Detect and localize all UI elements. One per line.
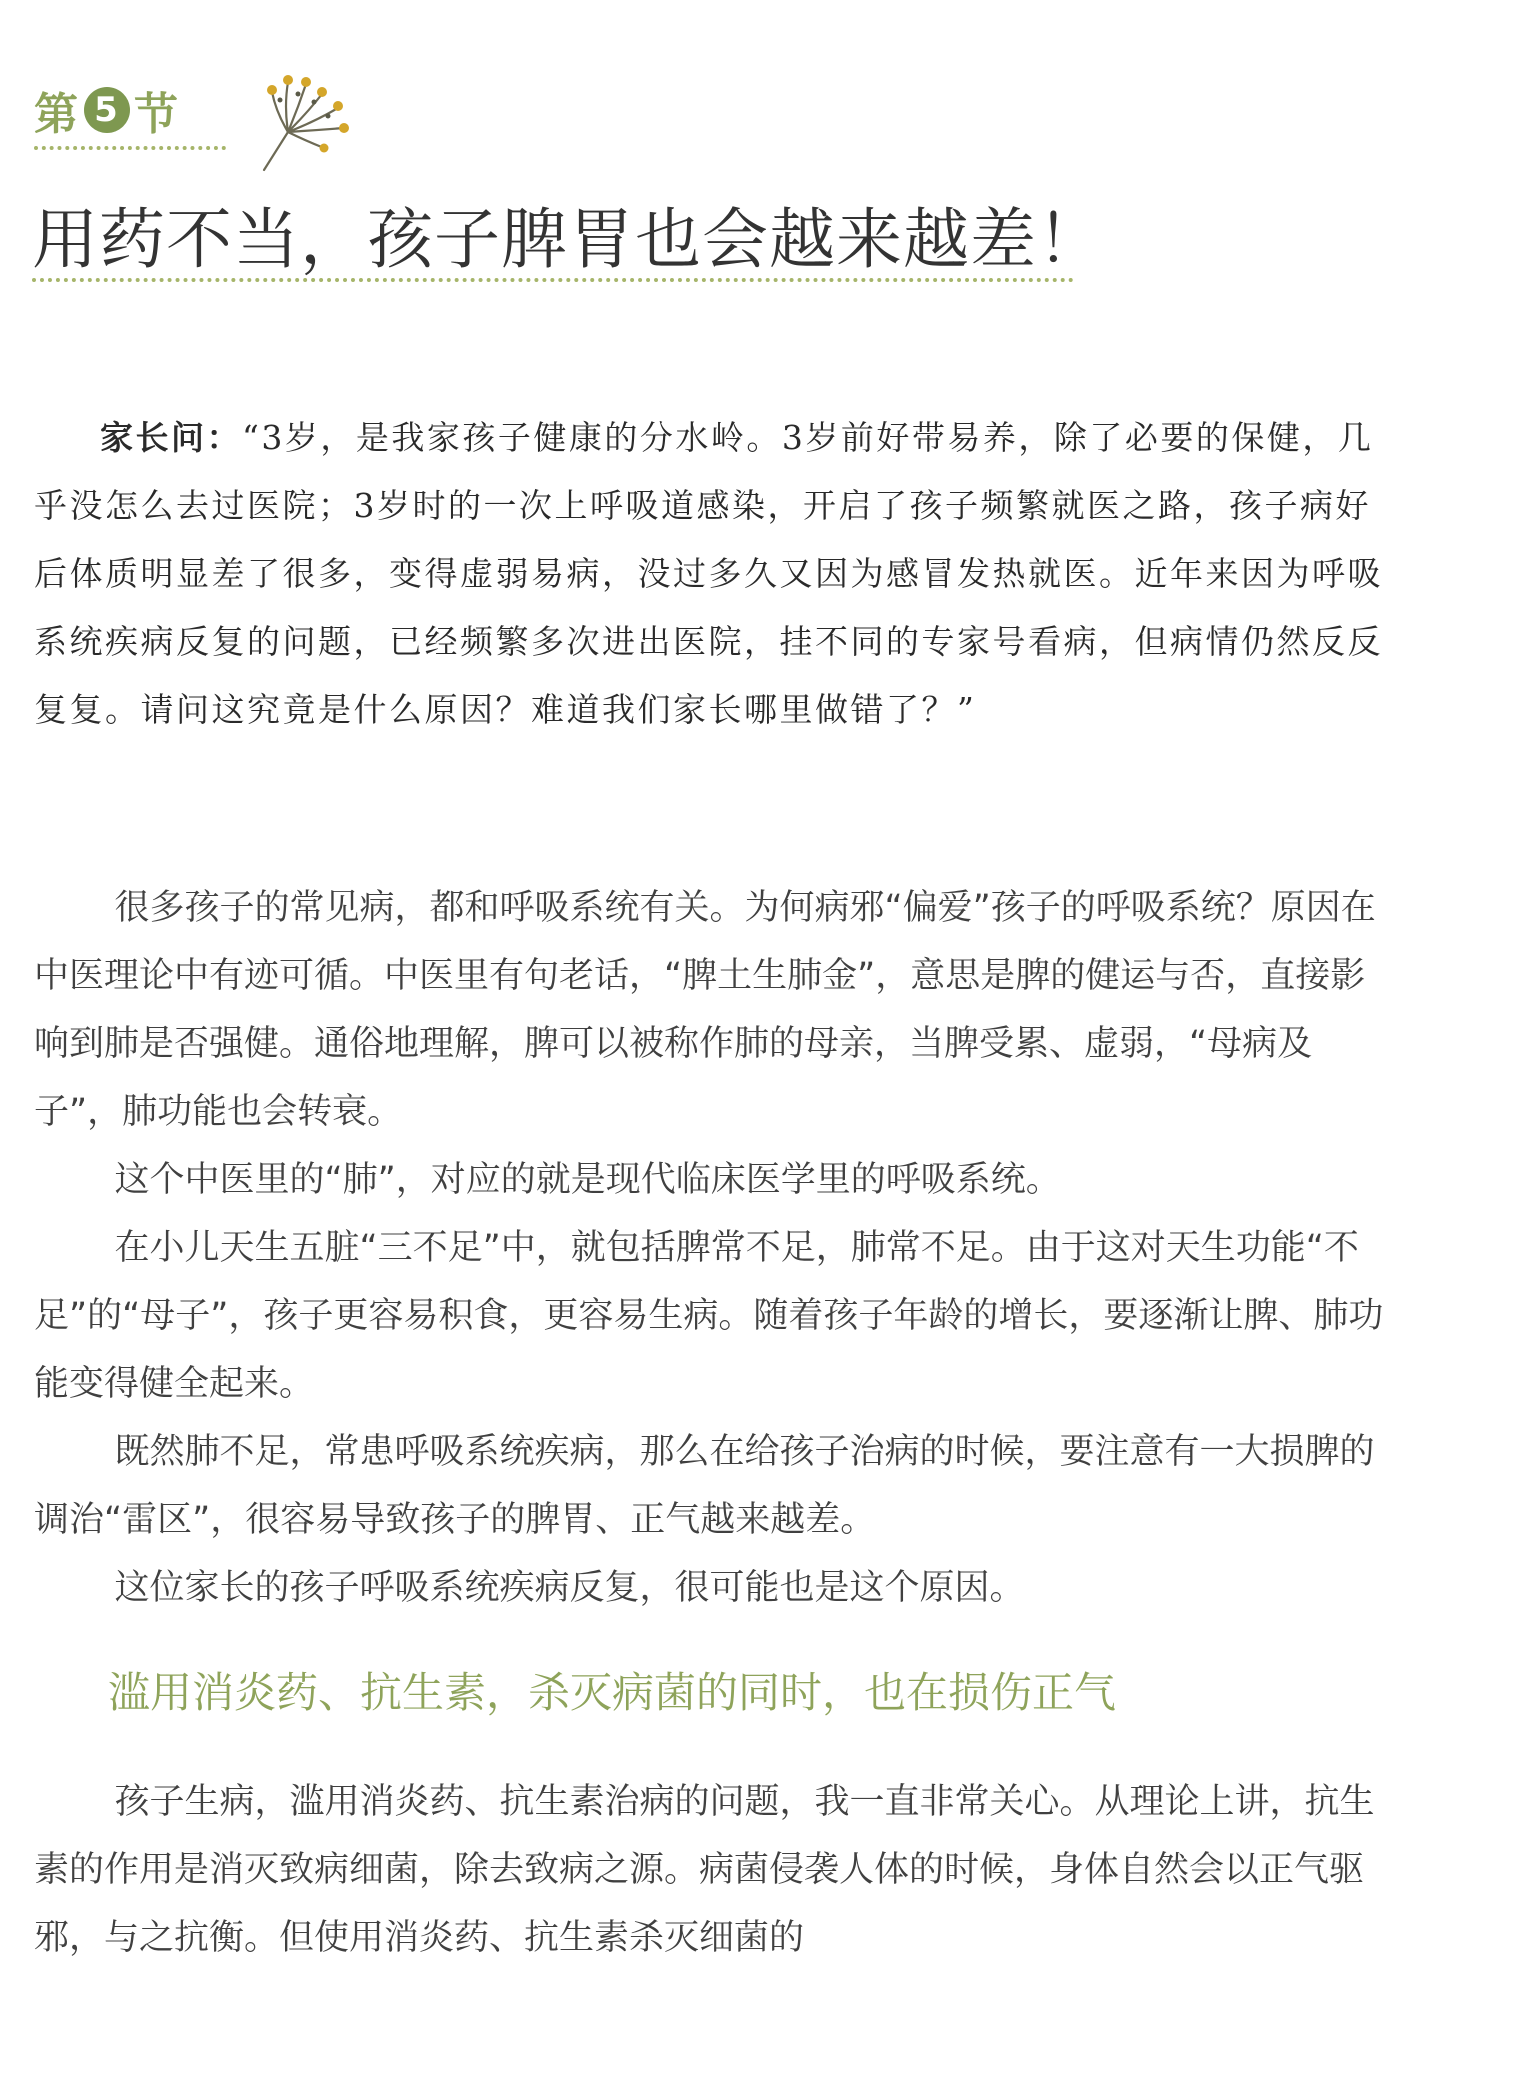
section-heading [34,78,234,158]
question-label: 家长问： [100,418,242,457]
section-prefix: 第 [34,89,80,140]
paragraph: 这位家长的孩子呼吸系统疾病反复，很可能也是这个原因。 [114,1568,1025,1608]
paragraph: 既然肺不足，常患呼吸系统疾病，那么在给孩子治病的时候，要注意有一大损脾的调治“雷区”，很容易导致孩子的脾胃、正气越来越差。 [34,1432,1375,1540]
question-paragraph [34,404,1384,744]
section-number-badge: 5 [84,87,130,133]
body-text [34,874,1384,1622]
body-text-continued [34,1768,1384,1972]
question-text: “3岁，是我家孩子健康的分水岭。3岁前好带易养，除了必要的保健，几乎没怎么去过医院；3岁时的一次上呼吸道感染，开启了孩子频繁就医之路，孩子病好后体质明显差了很多，变得虚弱易病，没过多久又因为感冒发热就医。近年来因为呼吸系统疾病反复的问题，已经频繁多次进出医院，挂不同的专家号看病，但病情仍然反反复复。请问这究竟是什么原因？难道我们家长哪里做错了？” [34,418,1383,729]
paragraph: 这个中医里的“肺”，对应的就是现代临床医学里的呼吸系统。 [114,1160,1061,1200]
section-label [34,78,180,142]
paragraph: 很多孩子的常见病，都和呼吸系统有关。为何病邪“偏爱”孩子的呼吸系统？原因在中医理论中有迹可循。中医里有句老话，“脾土生肺金”，意思是脾的健运与否，直接影响到肺是否强健。通俗地理解，脾可以被称作肺的母亲，当脾受累、虚弱，“母病及子”，肺功能也会转衰。 [34,888,1376,1132]
section-suffix: 节 [134,89,180,140]
paragraph: 在小儿天生五脏“三不足”中，就包括脾常不足，肺常不足。由于这对天生功能“不足”的“母子”，孩子更容易积食，更容易生病。随着孩子年龄的增长，要逐渐让脾、肺功能变得健全起来。 [34,1228,1384,1404]
title-dotted-rule [32,278,1074,282]
page-title: 用药不当，孩子脾胃也会越来越差！ [32,201,1104,278]
parent-question [34,404,1384,744]
section-dotted-rule [34,146,226,150]
subheading: 滥用消炎药、抗生素，杀灭病菌的同时，也在损伤正气 [108,1668,1117,1717]
flower-sprig-icon [258,70,358,174]
paragraph: 孩子生病，滥用消炎药、抗生素治病的问题，我一直非常关心。从理论上讲，抗生素的作用是消灭致病细菌，除去致病之源。病菌侵袭人体的时候，身体自然会以正气驱邪，与之抗衡。但使用消炎药、抗生素杀灭细菌的 [34,1782,1375,1958]
